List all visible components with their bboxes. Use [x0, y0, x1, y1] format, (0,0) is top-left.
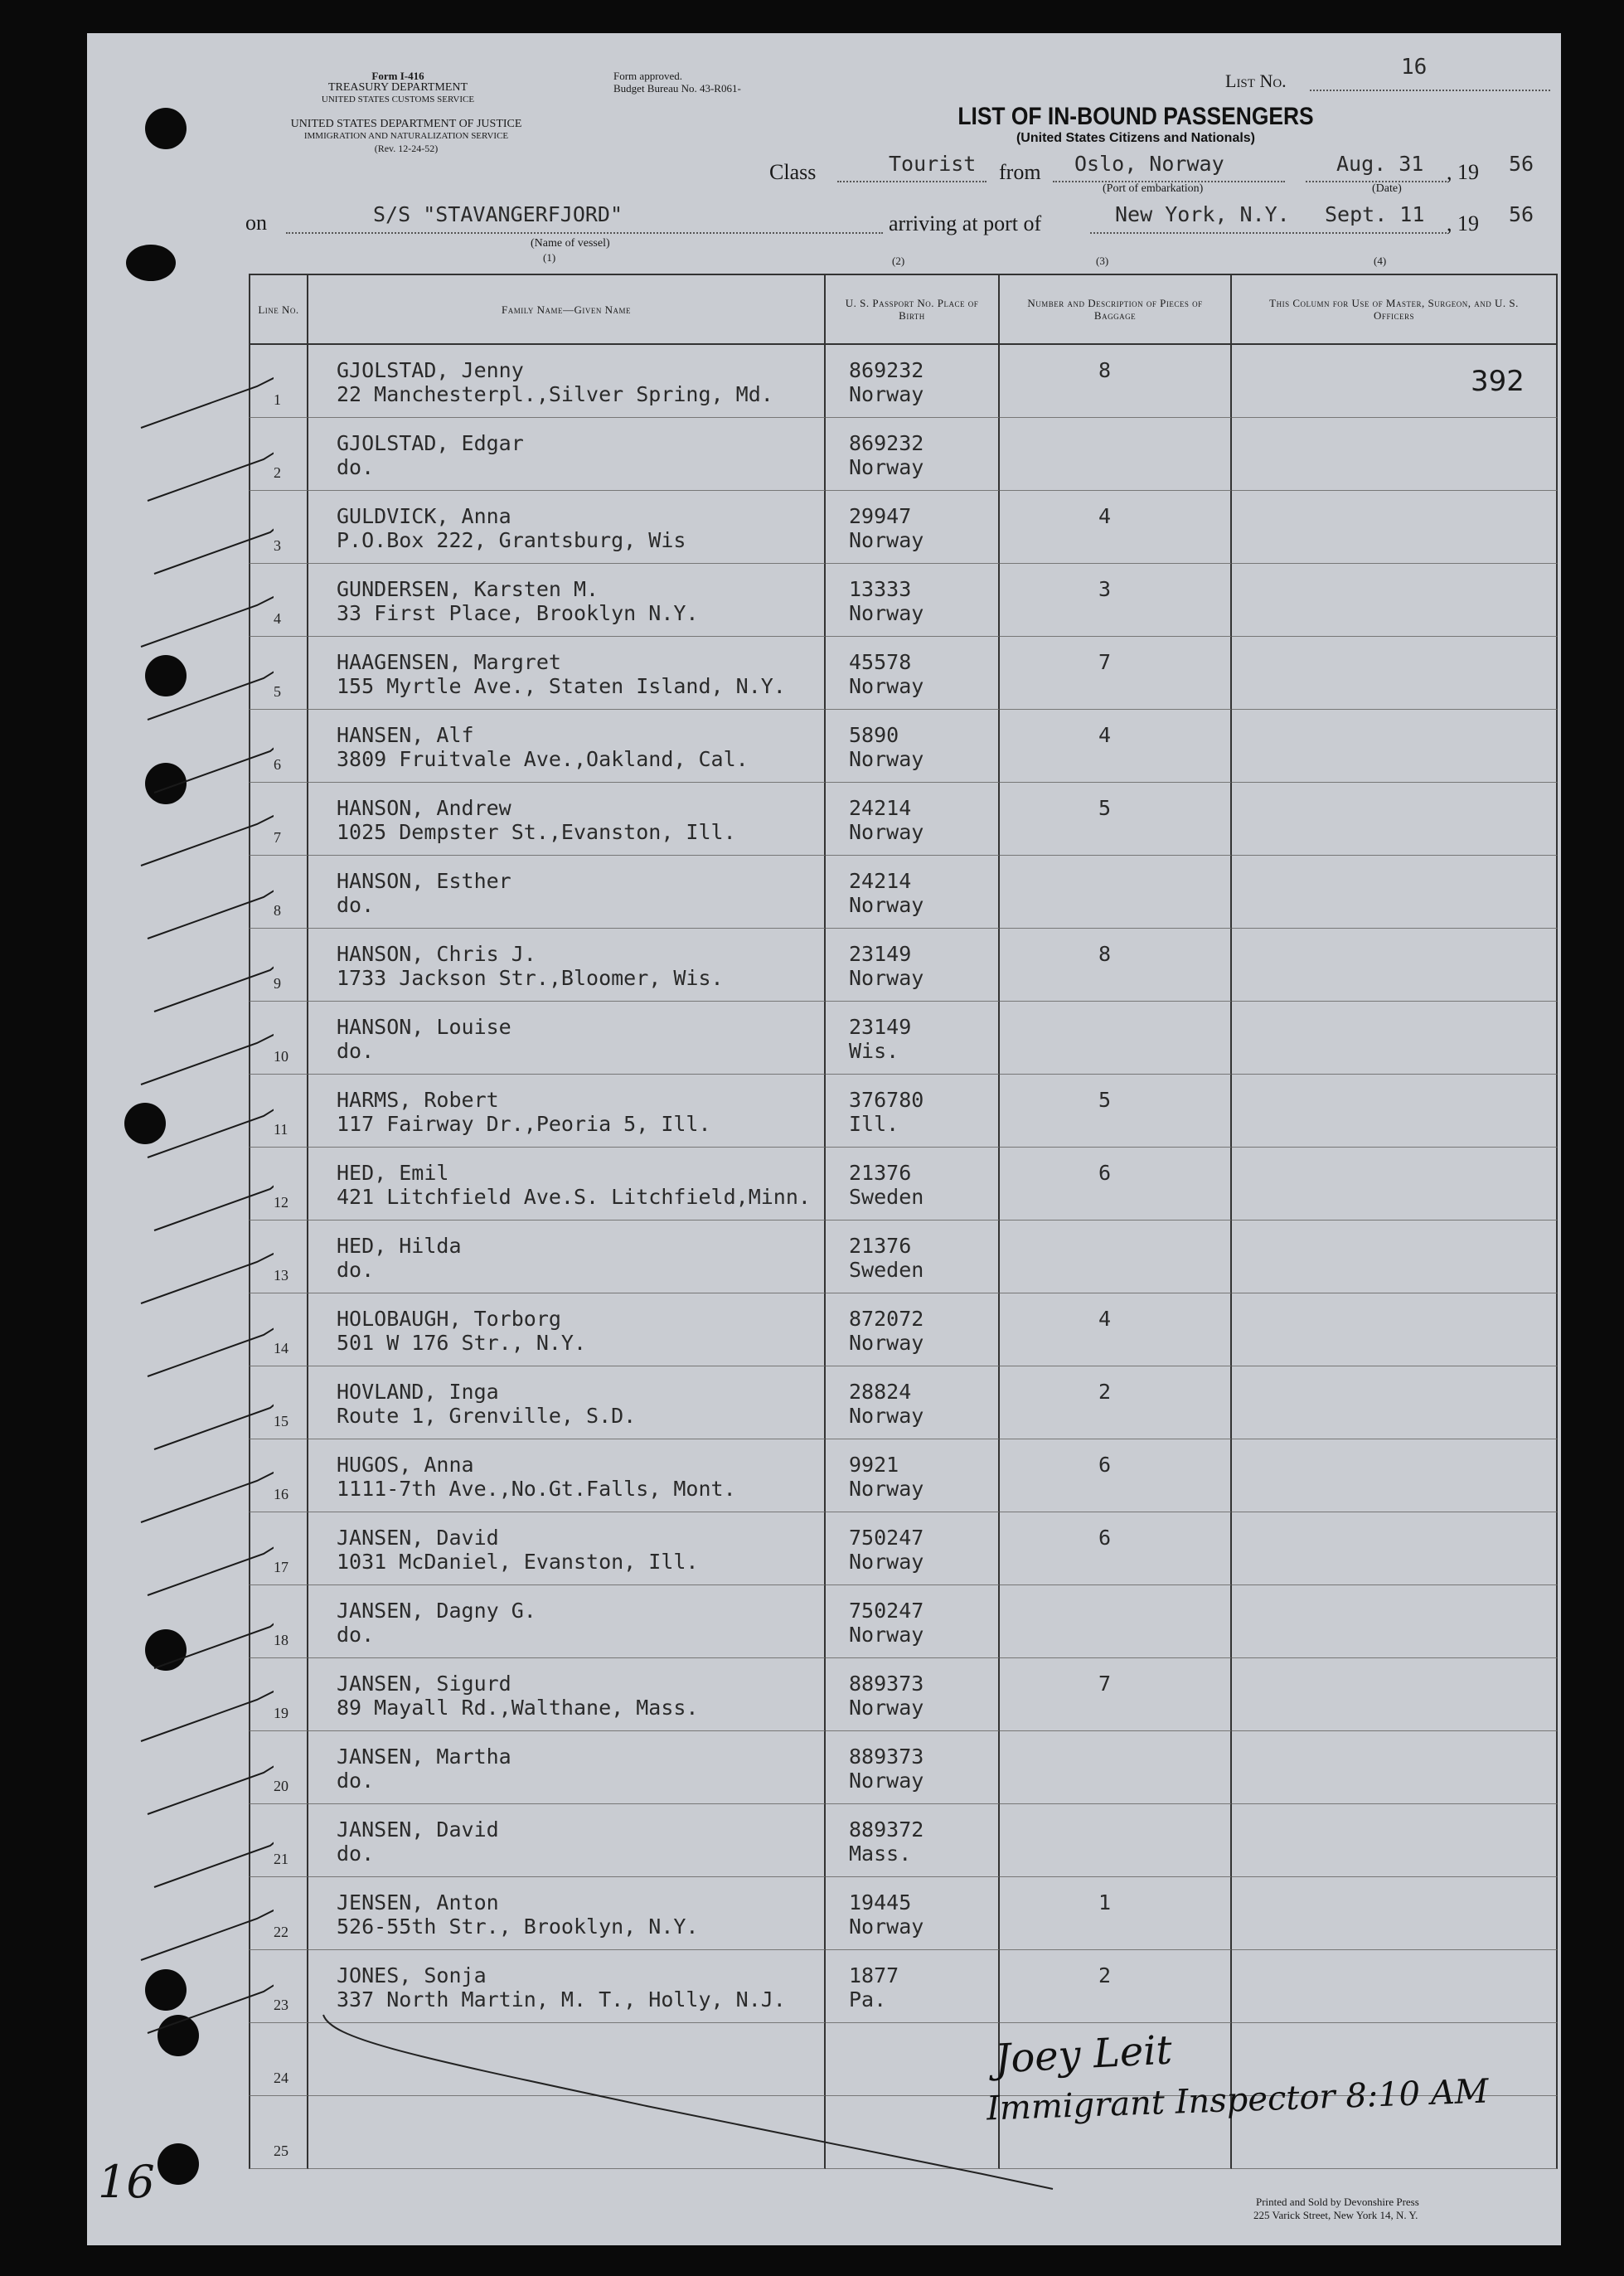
header-officers: This Column for Use of Master, Surgeon, and U. S. Officers [1232, 274, 1558, 345]
table-cell [1232, 1075, 1558, 1148]
passenger-address: 526-55th Str., Brooklyn, N.Y. [337, 1914, 699, 1939]
line-number: 21 [274, 1851, 288, 1867]
col-num-3: (3) [1096, 255, 1109, 267]
table-cell [1232, 710, 1558, 783]
place-of-birth: Norway [849, 382, 924, 406]
table-cell [1232, 1148, 1558, 1220]
passport-birth [849, 650, 923, 698]
passenger-name [337, 1380, 636, 1428]
table-row [249, 783, 1558, 856]
passenger-name [337, 1817, 499, 1866]
table-row [249, 1658, 1558, 1731]
family-given-name: JANSEN, Sigurd [337, 1672, 511, 1696]
passenger-address: do. [337, 1623, 375, 1647]
passport-birth [849, 796, 923, 844]
place-of-birth: Sweden [849, 1258, 924, 1282]
table-cell [1000, 1075, 1232, 1148]
passport-number: 889373 [849, 1672, 924, 1696]
table-cell [1000, 1220, 1232, 1293]
table-cell [1000, 491, 1232, 564]
passport-number: 889372 [849, 1817, 924, 1842]
baggage-count: 8 [1098, 942, 1112, 966]
passenger-address: do. [337, 1842, 375, 1866]
officer-count: 392 [1471, 365, 1525, 398]
form-approved: Form approved. [613, 70, 683, 82]
passport-number: 23149 [849, 1015, 912, 1039]
passport-birth [849, 577, 923, 625]
passenger-name [337, 358, 773, 406]
port-embark-label: (Port of embarkation) [1103, 182, 1204, 195]
header-line-no: Line No. [249, 274, 308, 345]
place-of-birth: Norway [849, 455, 924, 479]
line-number: 20 [274, 1778, 288, 1794]
passport-number: 376780 [849, 1088, 924, 1112]
baggage-count: 3 [1098, 577, 1112, 601]
form-number: Form I-416 [371, 70, 424, 82]
passenger-address: 337 North Martin, M. T., Holly, N.J. [337, 1987, 786, 2012]
place-of-birth: Norway [849, 893, 924, 917]
table-cell [1000, 637, 1232, 710]
passport-number: 45578 [849, 650, 912, 674]
passport-birth [849, 1088, 923, 1136]
passenger-name [337, 577, 699, 625]
passenger-name [337, 1161, 811, 1209]
passport-birth [849, 1307, 923, 1355]
departure-date: Aug. 31 [1336, 152, 1424, 176]
family-given-name: HANSON, Chris J. [337, 942, 536, 966]
table-cell [1232, 1731, 1558, 1804]
passport-number: 21376 [849, 1234, 912, 1258]
passport-birth [849, 1526, 923, 1574]
class-label: Class [769, 160, 817, 184]
table-row [249, 1804, 1558, 1877]
passenger-name [337, 1234, 462, 1282]
table-cell [1232, 1877, 1558, 1950]
baggage-count: 2 [1098, 1963, 1112, 1987]
passport-birth [849, 869, 923, 917]
table-row [249, 1002, 1558, 1075]
passport-number: 29947 [849, 504, 912, 528]
place-of-birth: Sweden [849, 1185, 924, 1209]
year-prefix: , 19 [1447, 160, 1479, 184]
passport-number: 21376 [849, 1161, 912, 1185]
table-cell [1232, 783, 1558, 856]
col-num-4: (4) [1374, 255, 1387, 267]
table-cell [1232, 1512, 1558, 1585]
family-given-name: HOVLAND, Inga [337, 1380, 499, 1404]
line-number: 14 [274, 1340, 288, 1356]
line-number: 23 [274, 1997, 288, 2013]
table-cell [1232, 1293, 1558, 1366]
justice-dept: UNITED STATES DEPARTMENT OF JUSTICE [290, 118, 522, 130]
place-of-birth: Norway [849, 1404, 924, 1428]
table-row [249, 856, 1558, 929]
table-cell [1000, 1002, 1232, 1075]
passenger-address: 22 Manchesterpl.,Silver Spring, Md. [337, 382, 773, 406]
family-given-name: JANSEN, David [337, 1526, 499, 1550]
table-cell [1232, 564, 1558, 637]
table-cell [1000, 1877, 1232, 1950]
year-prefix-2: , 19 [1447, 211, 1479, 235]
family-given-name: HARMS, Robert [337, 1088, 499, 1112]
place-of-birth: Norway [849, 674, 924, 698]
table-cell [1000, 1366, 1232, 1439]
family-given-name: HANSEN, Alf [337, 723, 474, 747]
budget-bureau: Budget Bureau No. 43-R061- [613, 82, 741, 95]
place-of-birth: Norway [849, 820, 924, 844]
line-number: 6 [274, 756, 281, 773]
passenger-address: 3809 Fruitvale Ave.,Oakland, Cal. [337, 747, 749, 771]
table-cell [1232, 929, 1558, 1002]
passenger-address: 1025 Dempster St.,Evanston, Ill. [337, 820, 736, 844]
line-number: 1 [274, 391, 281, 408]
table-row [249, 710, 1558, 783]
place-of-birth: Norway [849, 1623, 924, 1647]
passenger-name [337, 1015, 511, 1063]
passenger-address: 155 Myrtle Ave., Staten Island, N.Y. [337, 674, 786, 698]
passenger-name [337, 723, 749, 771]
header-name: Family Name—Given Name [308, 274, 826, 345]
passport-number: 9921 [849, 1453, 899, 1477]
arrival-port: New York, N.Y. [1115, 202, 1290, 226]
treasury-dept: TREASURY DEPARTMENT [327, 81, 468, 94]
table-cell [1232, 418, 1558, 491]
family-given-name: JANSEN, Martha [337, 1745, 511, 1769]
table-row [249, 1366, 1558, 1439]
passenger-address: 33 First Place, Brooklyn N.Y. [337, 601, 699, 625]
page-subtitle: (United States Citizens and Nationals) [1016, 131, 1256, 145]
passenger-name [337, 650, 786, 698]
table-cell [1000, 418, 1232, 491]
header-passport: U. S. Passport No. Place of Birth [826, 274, 1000, 345]
passport-number: 24214 [849, 796, 912, 820]
passport-number: 750247 [849, 1599, 924, 1623]
place-of-birth: Ill. [849, 1112, 899, 1136]
blank-rows-strike [315, 2007, 1061, 2197]
passport-birth [849, 358, 923, 406]
line-number: 5 [274, 683, 281, 700]
passenger-address: 1111-7th Ave.,No.Gt.Falls, Mont. [337, 1477, 736, 1501]
table-cell [1000, 1512, 1232, 1585]
table-row [249, 1075, 1558, 1148]
family-given-name: HOLOBAUGH, Torborg [337, 1307, 561, 1331]
place-of-birth: Mass. [849, 1842, 912, 1866]
line-number: 7 [274, 829, 281, 846]
ins-service: IMMIGRATION AND NATURALIZATION SERVICE [303, 131, 509, 141]
place-of-birth: Norway [849, 528, 924, 552]
passenger-address: do. [337, 1039, 375, 1063]
line-number: 19 [274, 1705, 288, 1721]
table-cell [1000, 1804, 1232, 1877]
passport-birth [849, 1599, 923, 1647]
line-number: 25 [274, 2143, 288, 2159]
table-row [249, 1512, 1558, 1585]
passenger-address: do. [337, 455, 375, 479]
passenger-name [337, 796, 736, 844]
place-of-birth: Norway [849, 1696, 924, 1720]
table-row [249, 418, 1558, 491]
family-given-name: JENSEN, Anton [337, 1890, 499, 1914]
table-cell [1232, 1220, 1558, 1293]
passport-number: 1877 [849, 1963, 899, 1987]
printer-line-1: Printed and Sold by Devonshire Press [1256, 2196, 1419, 2208]
table-cell [1000, 929, 1232, 1002]
place-of-birth: Norway [849, 601, 924, 625]
passport-birth [849, 1963, 899, 2012]
baggage-count: 7 [1098, 1672, 1112, 1696]
customs-service: UNITED STATES CUSTOMS SERVICE [321, 95, 475, 104]
line-number: 11 [274, 1121, 288, 1138]
passport-number: 872072 [849, 1307, 924, 1331]
passenger-address: do. [337, 1258, 375, 1282]
family-given-name: JONES, Sonja [337, 1963, 487, 1987]
departure-year: 56 [1509, 152, 1534, 176]
vessel-name: S/S "STAVANGERFJORD" [373, 202, 623, 226]
passport-number: 750247 [849, 1526, 924, 1550]
table-cell [1232, 1366, 1558, 1439]
baggage-count: 6 [1098, 1453, 1112, 1477]
table-row [249, 637, 1558, 710]
punch-hole [145, 108, 187, 149]
table-cell [1232, 1002, 1558, 1075]
table-cell [1000, 1585, 1232, 1658]
passenger-name [337, 504, 686, 552]
inspector-signature: Joey Leit [993, 2026, 1174, 2083]
printer-line-2: 225 Varick Street, New York 14, N. Y. [1253, 2209, 1418, 2221]
arriving-label: arriving at port of [889, 211, 1042, 235]
passport-birth [849, 1745, 923, 1793]
baggage-count: 6 [1098, 1161, 1112, 1185]
place-of-birth: Norway [849, 1914, 924, 1939]
margin-note: 16 [98, 2156, 155, 2208]
list-no-value: 16 [1401, 55, 1428, 80]
family-given-name: JANSEN, David [337, 1817, 499, 1842]
class-value: Tourist [889, 152, 977, 176]
passport-birth [849, 723, 923, 771]
arrival-date: Sept. 11 [1325, 202, 1425, 226]
passenger-name [337, 1307, 586, 1355]
line-number: 13 [274, 1267, 288, 1284]
passenger-name [337, 869, 511, 917]
table-cell [1000, 345, 1232, 418]
line-number: 2 [274, 464, 281, 481]
family-given-name: HANSON, Esther [337, 869, 511, 893]
passenger-address: 501 W 176 Str., N.Y. [337, 1331, 587, 1355]
table-row [249, 1220, 1558, 1293]
list-no-label: List No. [1225, 70, 1287, 91]
table-row [249, 1293, 1558, 1366]
table-cell [1000, 1439, 1232, 1512]
passport-birth [849, 1672, 923, 1720]
passenger-address: Route 1, Grenville, S.D. [337, 1404, 637, 1428]
vessel-label: (Name of vessel) [531, 237, 610, 250]
table-row [249, 929, 1558, 1002]
passport-birth [849, 1161, 923, 1209]
passport-birth [849, 942, 923, 990]
place-of-birth: Wis. [849, 1039, 899, 1063]
passenger-name [337, 1963, 786, 2012]
passport-number: 19445 [849, 1890, 912, 1914]
passenger-address: P.O.Box 222, Grantsburg, Wis [337, 528, 686, 552]
baggage-count: 4 [1098, 504, 1112, 528]
table-cell [1232, 1658, 1558, 1731]
date-label: (Date) [1372, 182, 1402, 195]
family-given-name: GUNDERSEN, Karsten M. [337, 577, 599, 601]
passport-birth [849, 1817, 923, 1866]
table-row [249, 1877, 1558, 1950]
col-num-1: (1) [543, 251, 556, 264]
table-row [249, 1439, 1558, 1512]
passenger-table [249, 274, 1558, 2181]
passenger-address: 1733 Jackson Str.,Bloomer, Wis. [337, 966, 724, 990]
table-cell [1000, 1731, 1232, 1804]
family-given-name: GJOLSTAD, Edgar [337, 431, 524, 455]
place-of-birth: Norway [849, 747, 924, 771]
passport-number: 24214 [849, 869, 912, 893]
baggage-count: 4 [1098, 723, 1112, 747]
passenger-address: 1031 McDaniel, Evanston, Ill. [337, 1550, 699, 1574]
passenger-name [337, 942, 724, 990]
punch-hole [158, 2143, 199, 2185]
line-number: 16 [274, 1486, 288, 1502]
passenger-name [337, 1745, 511, 1793]
family-given-name: HED, Hilda [337, 1234, 462, 1258]
passenger-address: do. [337, 893, 375, 917]
line-number: 9 [274, 975, 281, 992]
passenger-address: 421 Litchfield Ave.S. Litchfield,Minn. [337, 1185, 811, 1209]
family-given-name: HANSON, Andrew [337, 796, 511, 820]
line-number: 8 [274, 902, 281, 919]
baggage-count: 6 [1098, 1526, 1112, 1550]
passenger-name [337, 1088, 711, 1136]
passenger-address: 117 Fairway Dr.,Peoria 5, Ill. [337, 1112, 711, 1136]
place-of-birth: Norway [849, 1769, 924, 1793]
table-row [249, 564, 1558, 637]
table-row [249, 1731, 1558, 1804]
line-number: 17 [274, 1559, 288, 1575]
baggage-count: 7 [1098, 650, 1112, 674]
line-number: 10 [274, 1048, 288, 1065]
family-given-name: HAAGENSEN, Margret [337, 650, 561, 674]
passport-number: 23149 [849, 942, 912, 966]
on-label: on [245, 211, 267, 235]
passport-number: 889373 [849, 1745, 924, 1769]
table-cell [1232, 1950, 1558, 2023]
passport-birth [849, 1234, 923, 1282]
baggage-count: 4 [1098, 1307, 1112, 1331]
passenger-name [337, 1890, 699, 1939]
arrival-year: 56 [1509, 202, 1534, 226]
table-row [249, 1148, 1558, 1220]
table-cell [1232, 637, 1558, 710]
table-cell [1000, 564, 1232, 637]
from-label: from [999, 160, 1041, 184]
passport-number: 869232 [849, 431, 924, 455]
line-number: 3 [274, 537, 281, 554]
passenger-name [337, 1453, 736, 1501]
table-row [249, 1585, 1558, 1658]
table-cell [1232, 856, 1558, 929]
passport-number: 28824 [849, 1380, 912, 1404]
header-baggage: Number and Description of Pieces of Baggage [1000, 274, 1232, 345]
passport-number: 5890 [849, 723, 899, 747]
line-number: 22 [274, 1924, 288, 1940]
passenger-name [337, 1526, 699, 1574]
line-number: 24 [274, 2070, 288, 2086]
table-cell [1232, 1585, 1558, 1658]
table-cell [1232, 1439, 1558, 1512]
page-title: LIST OF IN-BOUND PASSENGERS [957, 103, 1314, 130]
passport-birth [849, 1015, 911, 1063]
table-cell [1000, 856, 1232, 929]
baggage-count: 1 [1098, 1890, 1112, 1914]
table-cell [1000, 1148, 1232, 1220]
from-value: Oslo, Norway [1074, 152, 1224, 176]
place-of-birth: Norway [849, 1477, 924, 1501]
baggage-count: 5 [1098, 1088, 1112, 1112]
family-given-name: GULDVICK, Anna [337, 504, 511, 528]
passenger-address: do. [337, 1769, 375, 1793]
family-given-name: GJOLSTAD, Jenny [337, 358, 524, 382]
line-number: 4 [274, 610, 281, 627]
passport-number: 869232 [849, 358, 924, 382]
passport-birth [849, 504, 923, 552]
line-number: 15 [274, 1413, 288, 1429]
table-cell [1232, 491, 1558, 564]
table-cell [1232, 1804, 1558, 1877]
punch-hole [126, 245, 176, 281]
place-of-birth: Norway [849, 966, 924, 990]
table-row [249, 345, 1558, 418]
passport-birth [849, 431, 923, 479]
table-cell [1000, 710, 1232, 783]
line-number: 18 [274, 1632, 288, 1648]
family-given-name: HANSON, Louise [337, 1015, 511, 1039]
table-cell [1000, 783, 1232, 856]
table-row [249, 491, 1558, 564]
family-given-name: JANSEN, Dagny G. [337, 1599, 536, 1623]
baggage-count: 2 [1098, 1380, 1112, 1404]
line-number: 12 [274, 1194, 288, 1211]
place-of-birth: Norway [849, 1331, 924, 1355]
family-given-name: HUGOS, Anna [337, 1453, 474, 1477]
passport-birth [849, 1380, 923, 1428]
passenger-name [337, 1599, 536, 1647]
passenger-address: 89 Mayall Rd.,Walthane, Mass. [337, 1696, 699, 1720]
passport-number: 13333 [849, 577, 912, 601]
family-given-name: HED, Emil [337, 1161, 449, 1185]
table-cell [1000, 1658, 1232, 1731]
passenger-name [337, 1672, 699, 1720]
passport-birth [849, 1890, 923, 1939]
passport-birth [849, 1453, 923, 1501]
place-of-birth: Pa. [849, 1987, 887, 2012]
place-of-birth: Norway [849, 1550, 924, 1574]
passenger-name [337, 431, 524, 479]
baggage-count: 8 [1098, 358, 1112, 382]
inspector-title: Immigrant Inspector 8:10 AM [986, 2072, 1490, 2128]
table-cell [1000, 1293, 1232, 1366]
baggage-count: 5 [1098, 796, 1112, 820]
revision: (Rev. 12-24-52) [374, 143, 439, 154]
col-num-2: (2) [892, 255, 905, 267]
